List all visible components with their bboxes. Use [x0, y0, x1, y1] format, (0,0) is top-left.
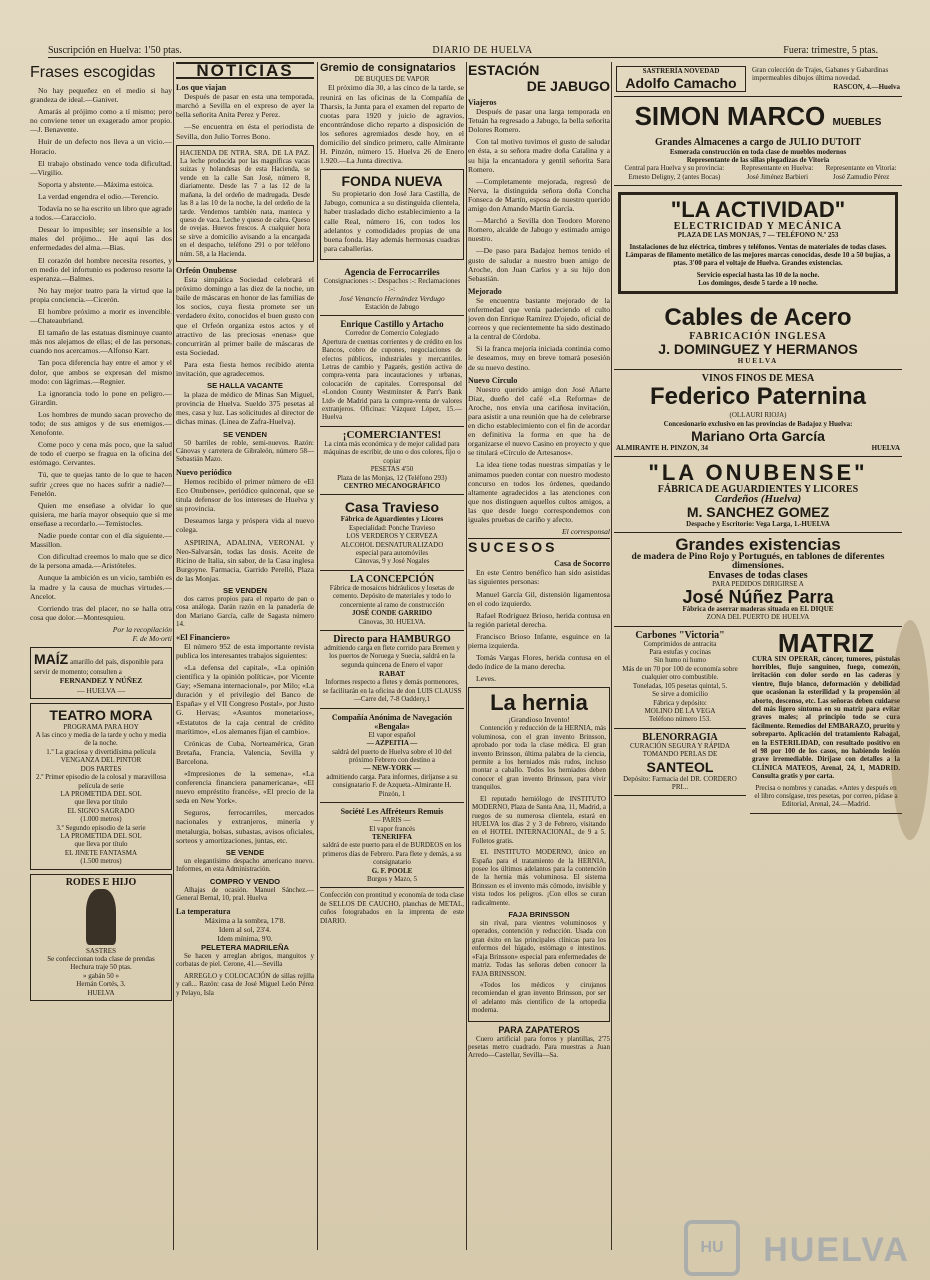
- agencia-name: José Venancio Hernández Verdugo: [339, 293, 445, 303]
- temp-heading: La temperatura: [176, 906, 231, 916]
- sastreria-box: [616, 66, 746, 92]
- frases-title: Frases escogidas: [30, 64, 156, 81]
- viajan-heading: Los que viajan: [176, 83, 227, 93]
- cables-heading: Cables de Acero: [664, 303, 852, 331]
- victoria-line: Se sirve a domicilio: [652, 690, 708, 699]
- sastres-line: HUELVA: [87, 988, 115, 997]
- blenorragia-ad: [614, 729, 746, 797]
- fonda-text: Su propietario don José Jara Castilla, de Jabugo, comunica a su distinguida clientela, haber trasladado dicho establecimiento a la calle Real, número 16, con todos los adelantos y comodidades propias de una buena fonda. Hay además hermosas cuadras para caballerías.: [324, 189, 460, 253]
- castillo-sub: Corredor de Comercio Colegiado: [345, 329, 439, 338]
- teatro-line: LA PROMETIDA DEL SOL: [60, 831, 142, 840]
- paragraph: Crónicas de Cuba, Norteamérica, Gran Bretaña, Francia, Valencia, Sevilla y Barcelona.: [176, 738, 314, 766]
- travieso-ad: [320, 495, 464, 570]
- quote: El trabajo obstinado vence toda dificultad.—Virgilio.: [30, 158, 172, 177]
- hernia-heading: La hernia: [490, 690, 588, 716]
- cables-sub: FABRICACIÓN INGLESA: [689, 330, 827, 342]
- orfeon-heading: Orfeón Onubense: [176, 265, 237, 275]
- paternina-conc: Concesionario exclusivo en las provincias de Badajoz y Huelva:: [663, 419, 853, 428]
- onubense-heading: "LA ONUBENSE": [648, 460, 868, 486]
- paper-stain: [890, 620, 930, 840]
- blenorragia-sub2: TOMANDO PERLAS DE: [642, 750, 718, 759]
- faja-heading: FAJA BRINSSON: [508, 909, 570, 919]
- remuis-sub: El vapor francés: [369, 824, 415, 833]
- maiz-city: — HUELVA —: [76, 685, 126, 695]
- onubense-ad: [614, 457, 902, 533]
- simon-name: SIMON MARCO: [634, 101, 826, 132]
- bengala-text2: admitiendo carga. Para informes, diríjanse a su consignatario F. de Azqueta.-Almirante H. Pinzón, 1: [326, 772, 458, 798]
- vende3-text: un elegantísimo despacho americano nuevo. Informes, en esta Administración.: [176, 856, 314, 874]
- victoria-line: Toneladas, 105 pesetas quintal, 5.: [632, 681, 728, 690]
- victoria-heading: Carbones "Victoria": [635, 629, 725, 641]
- paragraph: —De paso para Badajoz hemos tenido el gusto de saludar a nuestro buen amigo de Aroche, don Juan Carlos y a su hijo don Sebastián.: [468, 246, 610, 283]
- existencias-ad: [614, 533, 902, 627]
- compro-heading: COMPRO Y VENDO: [209, 876, 281, 886]
- paragraph: Contención y reducción de la HERNIA, más voluminosa, con el gran invento Brinsson, aprobado por toda la clase médica. El gran invento Brinsson, última palabra de la ciencia, permite a los herniados más rudos, incluso montar a caballo. Todos los herniados deben conocer el gran invento Brinsson, para vivir tranquilos.: [472, 724, 606, 792]
- onubense-loc: Cardeños (Huelva): [714, 492, 802, 505]
- paragraph: Se encuentra bastante mejorado de la enfermedad que venía padeciendo el culto joven don Enrique Ramírez D'ojedo, oficial de correos y que recientemente ha sido destinado a la central de Córdoba.: [468, 295, 610, 342]
- paragraph: El reputado herniólogo de INSTITUTO MODERNO, Plaza de Santa Ana, 11, Madrid, a ruegos de su numerosa clientela, estará en HUELVA los días 2 y 3 de Febrero, visitando en el HOTEL INTERNACIONAL, de 9 a 5. Folletos gratis.: [472, 794, 606, 845]
- simon-rep: Representante de las sillas plegadizas de Vitoria: [686, 155, 830, 164]
- paragraph: Tomás Vargas Flores, herida contusa en el dedo índice de la mano derecha.: [468, 653, 610, 672]
- corresponsal: El corresponsal: [561, 527, 610, 537]
- temp-line: Idem al sol, 23'4.: [218, 924, 272, 934]
- gremio-text: El próximo día 30, a las cinco de la tarde, se reunirá en las oficinas de la Compañía de Tharsis, la Junta para el examen del reparto de cuotas para 1920 y juicio de agravios, encontrándose dicho reparto a disposición de los señores agremiados desde hoy, en el domicilio del síndico primero, calle Almirante H. Pinzón, número 15. Huelva 26 de Enero 1.920.—La Junta directiva.: [320, 83, 464, 166]
- victoria-line: Fábrica y depósito:: [653, 698, 707, 707]
- remuis-addr: Burgos y Mazo, 5: [366, 874, 418, 883]
- viajan-text: [176, 92, 314, 140]
- travieso-sub: Fábrica de Aguardientes y Licores: [340, 515, 444, 524]
- parra-sub: Fábrica de aserrar maderas situada en EL DIQUE: [682, 604, 834, 613]
- sastres-ad: [30, 874, 172, 1002]
- venden1-text: 50 barriles de roble, semi-nuevos. Razón: Cánovas y carretera de Gibraleón, número 58—Sebastián Mazo.: [176, 438, 314, 464]
- simon-address: Central para Huelva y su provincia: Ernesto Deligny, 2 (antes Bocas): [624, 164, 725, 181]
- vacante-text: la plaza de médico de Minas San Miguel, provincia de Huelva. Sueldo 375 pesetas al mes, casa y luz. Las solicitudes al director de dichas minas. (Linea de Zafra-Huelva).: [176, 390, 314, 427]
- quote: No hay pequeñez en el medio si hay grandeza de ideal.—Ganivet.: [30, 86, 172, 105]
- agencia-heading: Agencia de Ferrocarriles: [344, 266, 440, 277]
- orfeon-text: [176, 275, 314, 378]
- parra-zone: ZONA DEL PUERTO DE HUELVA: [706, 613, 810, 622]
- column-rule: [611, 62, 612, 1250]
- cables-ad: [614, 300, 902, 371]
- travieso-line: Cánovas, 9 y José Nogales: [354, 557, 430, 566]
- existencias-text: de madera de Pino Rojo y Portugués, en tablones de diferentes dimensiones.: [631, 552, 885, 572]
- gremio-sub: DE BUQUES DE VAPOR: [354, 75, 430, 83]
- teatro-title: TEATRO MORA: [49, 706, 153, 723]
- maiz-firm: FERNANDEZ Y NÚÑEZ: [59, 676, 143, 686]
- masthead-subscription: Suscripción en Huelva: 1'50 ptas.: [48, 45, 182, 56]
- paragraph: —Se encuentra en ésta el periodista de Sevilla, don Julio Torres Bono.: [176, 122, 314, 141]
- teatro-line: EL SIGNO SAGRADO: [67, 806, 135, 815]
- peletera-heading: PELETERA MADRILEÑA: [201, 942, 289, 952]
- vinos-ad: [614, 370, 902, 457]
- remuis-text: saldrá de este puerto para el de BURDEOS en los primeros días de Febrero. Para flete y demás, a su consignatario: [322, 841, 462, 867]
- paragraph: Esta simpática Sociedad celebrará el próximo domingo a las diez de la noche, un baile de máscaras en honor de las familias de los socios, cuya fiesta promete ser un verdadero éxito, conocidos el buen gusto con que el Orfeón organiza estos actos y el atractivo de las preciosas «nenas» que concurrirán al primer baile de máscaras de esta Sociedad.: [176, 275, 314, 357]
- matriz-heading: MATRIZ: [777, 627, 875, 658]
- vende3-heading: SE VENDE: [225, 847, 265, 857]
- teatro-line: EL JINETE FANTASMA: [64, 848, 138, 857]
- remuis-name: G. F. POOLE: [371, 866, 413, 875]
- sastreria-heading: SASTRERÍA NOVEDAD: [642, 67, 720, 75]
- teatro-line: que lleva por título: [74, 840, 128, 849]
- paragraph: —Completamente mejorada, regresó de Nerva, la distinguida señora doña Concha Fonseca de Martín, esposa de nuestro querido amigo don Amando Martín García.: [468, 176, 610, 214]
- quotes-list: [30, 86, 172, 622]
- concepcion-name: JOSÉ CONDE GARRIDO: [351, 609, 433, 618]
- teatro-lines: [34, 731, 168, 866]
- onubense-sub: FÁBRICA DE AGUARDIENTES Y LICORES: [657, 484, 859, 496]
- actividad-note2: Los domingos, desde 5 tarde a 10 noche.: [698, 279, 818, 288]
- hernia-ad: [468, 687, 610, 1021]
- paragraph: sin rival, para vientres voluminosos y operados, contención y reducción. Usada con gran éxito en las principales clínicas para los enfermos del hígado, estómago e intestinos. «Faja Brinsson» especial para enfermedades de matriz. Todas las señoras deben conocer la FAJA BRINSSON.: [472, 919, 606, 978]
- arreglo-text: ARREGLO y COLOCACIÓN de sillas rejilla y cañ... Razón: casa de José Miguel León Pérez y Pelayo, Isla: [176, 971, 314, 997]
- castillo-text: Apertura de cuentas corrientes y de crédito en los Bancos, cobro de cupones, negociaciones de efectos públicos, industriales y mercantiles. Letras de cambio y Pagarés, gestión activa de compra-venta para incautaciones y urbanas, colocación de capitales. Corresponsal del «London County Westminster & Parr's Bank Ltd» de Madrid para la compra-venta de valores extranjeros. Oficinas: Vázquez López, 15.—Huelva: [322, 337, 462, 422]
- peletera-text: Se hacen y arreglan abrigos, manguitos y corbatas de piel. Cerone, 41.—Sevilla: [176, 952, 314, 969]
- maiz-text: amarillo del país, disponible para servir de momento; consulten a: [34, 658, 164, 677]
- simon-tag: MUEBLES: [832, 117, 882, 129]
- rabat-text: Informes respecto a fletes y demás pormenores, se facilitarán en la oficina de don LUIS CLAUSS—Carre del, 7-8 Oaddery,1: [322, 678, 462, 704]
- paternina-addr: ALMIRANTE H. PINZON, 34: [616, 444, 708, 453]
- teatro-line: 1.º La graciosa y divertidísima película VENGANZA DEL PINTOR: [46, 747, 156, 765]
- quote: No hay mejor teatro para la virtud que la propia conciencia.—Cicerón.: [30, 285, 172, 304]
- vacante-heading: SE HALLA VACANTE: [207, 381, 283, 391]
- column-rule: [173, 62, 174, 1250]
- concepcion-text: Fábrica de mosaicos hidráulicos y losetas de cemento. Depósito de materiales y todo lo concerniente al ramo de construcción: [329, 583, 455, 609]
- sastres-sub: SASTRES: [86, 946, 116, 955]
- compro-text: Alhajas de ocasión. Manuel Sánchez.—General Bernal, 10, pral. Huelva: [176, 885, 314, 903]
- viajeros-text: [468, 107, 610, 283]
- sastreria-addr: RASCON, 4.—Huelva: [833, 82, 900, 91]
- sastres-line: » gabán 50 »: [83, 971, 119, 980]
- sastreria-ad: [614, 62, 902, 97]
- financiero-text: [176, 642, 314, 845]
- vinos-heading: VINOS FINOS DE MESA: [701, 373, 815, 385]
- nuevo-text: [176, 477, 314, 535]
- bottom-left-ads: [614, 627, 746, 814]
- travieso-line: Especialidad: Ponche Travieso: [349, 523, 435, 532]
- tailor-figure-illustration: [86, 889, 116, 945]
- paragraph: Seguros, ferrocarriles, mercados nacionales y extranjeros, minería y metalurgia, bolsas, subastas, avisos oficiales, sorteos y amortizaciones, juntas, etc.: [176, 808, 314, 845]
- agencia-loc: Estación de Jabugo: [364, 302, 420, 311]
- zapateros-text: Cuero artificial para forros y plantillas, 2'75 pesetas metro cuadrado. Para muestras a Juan Arredo—Castellar, Sevilla—Sa.: [468, 1034, 610, 1060]
- masthead-price: Fuera: trimestre, 5 ptas.: [783, 45, 878, 56]
- quote: Huir de un defecto nos lleva a un vicio.—Horacio.: [30, 137, 172, 156]
- leves: Leves.: [476, 674, 497, 684]
- venden2-text: dos carros propios para el reparto de pan o cosa análoga. Darán razón en la panadería de don Mariano García, calle de Sagasta número 14.: [176, 595, 314, 629]
- quote: La verdad engendra el odio.—Terencio.: [38, 191, 159, 201]
- quote: Corriendo tras del placer, no se halla otra cosa que dolor.—Montesquieu.: [30, 603, 172, 622]
- compiler-label: Por la recopilación: [112, 624, 172, 634]
- simon-heading: [616, 101, 900, 138]
- quote: La ignorancia todo lo pone en peligro.—Girardin.: [30, 388, 172, 407]
- travieso-lines: [322, 524, 462, 566]
- simon-address: Representante en Vitoria: José Zamudio Pérez: [825, 164, 897, 181]
- sastreria-text: Gran colección de Trajes, Gabanes y Gabardinas impermeables dibujos última novedad.: [752, 66, 889, 83]
- bengala-ship: — AZPEITIA —: [366, 739, 418, 748]
- circulo-text: [468, 385, 610, 524]
- quote: Quien me enseñase a olvidar lo que quisiera, me haría mayor obsequio que si me enseñase a recordarlo.—Temístocles.: [30, 500, 172, 528]
- bengala-sub: El vapor español: [368, 730, 416, 739]
- paragraph: Con tal motivo tuvimos el gusto de saludar en ésta, a su señora madre doña Catalina y a su hija la encantadora y gentil señorita Sara Romero.: [468, 137, 610, 174]
- paragraph: Hemos recibido el primer número de «El Eco Onubense», periódico quincenal, que se titula defensor de los intereses de Huelva y su provincia.: [176, 476, 314, 514]
- quote: Los hombres de mundo sacan provecho de todo; de sus amigos y de sus enemigos.—Xenofonte.: [30, 409, 172, 438]
- victoria-line: Comprimidos de antracita: [643, 639, 717, 648]
- quote: Soporta y abstente.—Máxima estoica.: [38, 179, 154, 189]
- hamburgo-ad: [320, 631, 464, 709]
- quote: El corazón del hombre necesita resortes, y en medio del infortunio es poderoso resorte la esperanza.—Balmes.: [30, 255, 172, 283]
- victoria-ad: [614, 627, 746, 729]
- quote: Come poco y cena más poco, que la salud de todo el cuerpo se fragua en la oficina del estómago. Cervantes.: [30, 440, 172, 468]
- simon-sub: Grandes Almacenes a cargo de JULIO DUTOIT: [655, 137, 861, 149]
- agencia-sub: Consignaciones :-: Despachos :-: Reclamaciones :-:: [323, 277, 461, 294]
- concepcion-heading: LA CONCEPCIÓN: [349, 573, 435, 585]
- matriz-ad: [750, 627, 902, 814]
- simon-addresses: [616, 164, 900, 181]
- fonda-heading: FONDA NUEVA: [341, 173, 443, 190]
- viajeros-heading: Viajeros: [468, 98, 497, 107]
- bottom-ads-row: [614, 627, 902, 814]
- rabat-heading: RABAT: [378, 669, 406, 679]
- column-rule: [317, 62, 318, 1250]
- teatro-line: LA PROMETIDA DEL SOL: [60, 789, 142, 798]
- teatro-line: 3.º Segundo episodio de la serie: [56, 823, 146, 832]
- column-2: [176, 62, 314, 1250]
- bengala-dest: — NEW-YORK —: [363, 764, 421, 773]
- santeol: SANTEOL: [646, 758, 714, 775]
- paragraph: Después de pasar una larga temporada en Tetuán ha regresado a Jabugo, la bella señorita Dolores Romero.: [468, 107, 610, 135]
- compiler-name: F. de Mo·orti: [132, 633, 172, 643]
- quote: Tan poca diferencia hay entre el amor y el dolor, que ambos se expresan del mismo modo: con lágrimas.—Regnier.: [30, 358, 172, 386]
- teatro-program: PROGRAMA PARA HOY: [63, 722, 139, 731]
- cables-firm: J. DOMINGUEZ Y HERMANOS: [658, 340, 858, 357]
- column-5: [614, 62, 902, 1250]
- mejorado-text: [468, 296, 610, 372]
- sastres-line: Hechura traje 50 ptas.: [70, 963, 132, 972]
- gremio-heading: Gremio de consignatarios: [320, 62, 456, 74]
- column-rule: [466, 62, 467, 1250]
- estacion-heading-2: DE JABUGO: [526, 78, 610, 94]
- travieso-line: ALCOHOL DESNATURALIZADO: [340, 540, 444, 549]
- paragraph: Manuel García Gil, distensión ligamentosa en el codo izquierdo.: [468, 589, 610, 608]
- simon-ad: [614, 97, 902, 186]
- teatro-line: 2.º Primer episodio de la colosal y maravillosa película de serie: [35, 773, 167, 790]
- quote: Amarás al prójimo como a tí mismo; pero no conviene tener un exagerado amor propio.—J. Benavente.: [30, 107, 172, 135]
- fonda-ad: [320, 169, 464, 260]
- quote: El tamaño de las estatuas disminuye cuanto más nos alejamos de ellas; el de las personas, cuando nos acercamos.—Alfonso Karr.: [30, 328, 172, 356]
- onubense-addr: Despacho y Escritorio: Vega Larga, 1.-HUELVA: [686, 519, 830, 528]
- temp-list: [176, 916, 314, 943]
- sastreria-info: [752, 66, 900, 92]
- actividad-ad: [618, 192, 898, 294]
- teatro-line: DOS PARTES: [80, 764, 122, 773]
- mejorado-heading: Mejorado: [468, 286, 502, 296]
- paragraph: Para esta fiesta hemos recibido atenta invitación, que agradecemos.: [176, 359, 314, 378]
- temp-line: Máxima a la sombra, 17'8.: [204, 915, 286, 925]
- column-1: [30, 62, 172, 1250]
- victoria-line: Para estufas y cocinas: [649, 648, 711, 657]
- sastres-lines: [34, 955, 168, 997]
- confeccion-ad: Confección con prontitud y economía de toda clase de SELLOS DE CAUCHO, planchas de METAL, cuños fotograbados en la imprenta de este DIARIO.: [320, 891, 464, 925]
- masthead-title: DIARIO DE HUELVA: [432, 45, 533, 56]
- teatro-line: que lleva por título: [74, 798, 128, 807]
- paragraph: «Todos los médicos y cirujanos recomiendan el gran invento Brinsson, por ser el adelanto más científico de la ortopedia moderna.: [472, 980, 606, 1015]
- paragraph: «La defensa del capital», «La opinión científica y la opinión política», por Vicente Gay; «Semana internacional», por Milo; «La duración y el privilegio del Banco de España» y el VII Congreso Postal», por Justo G. Hervas; «Asuntos monetarios», «Estatutos de la caja central de crédito marítimo», «Los alemanes fijan el cambio».: [176, 662, 314, 736]
- quote: Tú, que te quejas tanto de lo que te hacen sufrir ¿crees que no haces sufrir a nadie?—Fenelón.: [30, 470, 172, 498]
- paragraph: La idea tiene todas nuestras simpatías y le animamos pueden contar con nuestro modesto concurso en todos los órdenes, quedando altamente agradecidos a las atenciones con que nos distinguen aquellos cultos amigos, a las que desde luego correspondemos con iguales pruebas de cariño y afecto.: [468, 460, 610, 525]
- actividad-heading: "LA ACTIVIDAD": [670, 197, 846, 223]
- envases: Envases de todas clases: [708, 570, 808, 582]
- travieso-line: LOS VERDEROS Y CERVEZA: [346, 532, 438, 541]
- actividad-text: Instalaciones de luz eléctrica, timbres y teléfonos. Ventas de materiales de todas clases. Lámparas de filamento metálico de las mejores marcas conocidas, desde 10 a 50 bujías, a ptas. 3'00 para el voltaje de Huelva. Grandes existencias.: [625, 242, 891, 268]
- hamburgo-text: admitiendo carga en flete corrido para Bremen y los puertos de Noruega y Suecia, saldrá en la segunda quincena de Enero el vapor: [324, 644, 460, 669]
- archive-watermark: HUELVA: [763, 1231, 910, 1269]
- comerciantes-ad: [320, 427, 464, 496]
- quote: Todavía no se ha escrito un libro que agrade a todos.—Caracciolo.: [30, 204, 172, 223]
- teatro-ad: [30, 703, 172, 870]
- paragraph: En este Centro benéfico han sido asistidas las siguientes personas:: [468, 568, 610, 587]
- quote: Con dificultad creemos lo malo que se dice de la persona amada.—Aristóteles.: [30, 552, 172, 571]
- blenorragia-heading: BLENORRAGIA: [642, 731, 718, 743]
- hernia-sub: ¡Grandioso Invento!: [508, 715, 570, 725]
- paragraph: «Impresiones de la semena», «La conferencia financiera panamericana», «El nuevo empréstito francés», «El precio de la seda en New York».: [176, 769, 314, 806]
- paragraph: Rafael Rodríguez Brioso, herida contusa en la región parietal derecha.: [468, 610, 610, 629]
- bengala-text: saldrá del puerto de Huelva sobre el 10 del próximo Febrero con destino a: [332, 747, 452, 764]
- paragraph: Francisco Brioso Infante, esguince en la pierna izquierda.: [468, 631, 610, 650]
- financiero-heading: «El Financiero»: [176, 632, 231, 642]
- circulo-heading: Nuevo Círculo: [468, 375, 518, 385]
- hamburgo-heading: Directo para HAMBURGO: [333, 633, 451, 645]
- agencia-ad: [320, 264, 464, 316]
- paragraph: Deseamos larga y próspera vida al nuevo colega.: [176, 516, 314, 535]
- remuis-city: — PARIS —: [373, 816, 411, 825]
- venden2-heading: SE VENDEN: [223, 585, 267, 595]
- sucesos-heading: SUCESOS: [468, 538, 610, 555]
- victoria-line: Teléfono número 153.: [649, 715, 711, 724]
- existencias-heading: Grandes existencias: [675, 535, 841, 555]
- hernia-text: [472, 724, 606, 907]
- victoria-line: Más de un 70 por 100 de economía sobre cualquier otro combustible.: [622, 664, 738, 682]
- actividad-addr: PLAZA DE LAS MONJAS, 7 — TELÉFONO N.º 253: [677, 231, 839, 240]
- paternina-city: HUELVA: [871, 444, 900, 453]
- victoria-lines: [616, 640, 744, 724]
- temp-line: Idem mínima, 9'0.: [217, 933, 273, 943]
- paternina-sub: (OLLAURI RIOJA): [729, 411, 787, 420]
- estacion-heading-1: ESTACIÓN: [468, 62, 540, 78]
- travieso-line: especial para automóviles: [355, 549, 429, 558]
- blenorragia-sub: CURACIÓN SEGURA Y RÁPIDA: [629, 741, 731, 750]
- comerciantes-addr: Plaza de las Monjas, 12 (Teléfono 293): [337, 473, 447, 482]
- comerciantes-text: La cinta más económica y de mejor calidad para máquinas de escribir, de uno o dos colores, fijo o copiar: [323, 439, 461, 465]
- sastreria-name: Adolfo Camacho: [625, 75, 737, 92]
- quote: Desear lo imposible; ser insensible a los males del prójimo... He aquí las dos enfermedades del alma.—Bias.: [30, 225, 172, 253]
- maiz-title: MAÍZ: [34, 651, 69, 668]
- parra-heading: José Núñez Parra: [682, 586, 834, 607]
- actividad-note1: Servicio especial hasta las 10 de la noche.: [696, 270, 820, 279]
- nuevo-heading: Nuevo periódico: [176, 467, 232, 477]
- socorro-text: [468, 568, 610, 671]
- travieso-heading: Casa Travieso: [344, 499, 440, 516]
- castillo-ad: [320, 316, 464, 427]
- comerciantes-heading: ¡COMERCIANTES!: [342, 428, 442, 441]
- santeol-dep: Depósito: Farmacia del DR. CORDERO PRI...: [623, 774, 737, 792]
- quote: Aunque la ambición es un vicio, también es la madre y la causa de muchas virtudes.—Ancelot.: [30, 573, 172, 601]
- column-3: [320, 62, 464, 1250]
- masthead: [48, 44, 878, 58]
- remuis-heading: Société Les Affréteurs Remuis: [340, 807, 444, 817]
- venden1-heading: SE VENDEN: [223, 429, 267, 439]
- matriz-text: CURA SIN OPERAR, cáncer, tumores, pústulas horribles, flujo sanguíneo, fuego, comezón, irritación con dolor sordo en las caderas y vientre, flujo blanco, deformación y debilidad que ocasionan la esterilidad y la propensión al aborto, descenso, etc. Las señoras deben cuidarse del más ligero síntoma en su matriz para evitar graves males; al principio todo se cura fácilmente. Remedios del EMBARAZO, prurito y sobreparto. Aplicación del tratamiento Rabagal, en la ESTERILIDAD, con resultado positivo en el 98 por 100 de los casos, no habiendo lesión grave irremediable. Diríjase con detalles a la CLÍNICA MATEOS, Arenal, 24, 1, MADRID. Consulta gratis y por carta.: [752, 654, 900, 781]
- teatro-line: (1.000 metros): [80, 815, 122, 824]
- quote: Nadie puede contar con el día siguiente.—Massillon.: [30, 531, 172, 550]
- concepcion-ad: [320, 571, 464, 631]
- onubense-name: M. SANCHEZ GOMEZ: [686, 503, 830, 520]
- victoria-line: Sin humo ni humo: [654, 656, 706, 665]
- cables-city: HUELVA: [737, 356, 779, 365]
- maiz-ad: [30, 647, 172, 699]
- hacienda-ad: HACIENDA DE NTRA. SRA. DE LA PAZ. La leche producida por las magníficas vacas suizas y holandesas de esta Hacienda, se vende en la calle San José, número 8, diariamente. Desde las 7 a las 12 de la mañana, la del ordeño de madrugada. Desde las 8 a las 10 de la noche, la del ordeño de la tarde. Vendemos también nata, manteca y queso de vaca. Leche y queso de cabra. Queso de ovejas. Huevos frescos. A cualquier hora se sirve a domicilio avisando a la encargada en el despacho, teléfono 291 o por teléfono núm. 58, a la Hacienda.: [176, 145, 314, 262]
- sastres-line: Se confeccionan toda clase de prendas: [47, 955, 155, 964]
- remuis-ship: TENERIFFA: [372, 832, 412, 841]
- remuis-ad: [320, 803, 464, 888]
- castillo-heading: Enrique Castillo y Artacho: [340, 319, 444, 330]
- sastres-title: RODES E HIJO: [65, 876, 137, 888]
- teatro-line: A las cinco y media de la tarde y ocho y media de la noche.: [35, 731, 167, 748]
- simon-address: Representante en Huelva: José Jiménez Barbieri: [741, 164, 814, 181]
- quote: El hombre próximo a morir es invencible.—Chateaubriand.: [30, 306, 172, 326]
- faja-text: [472, 919, 606, 1014]
- victoria-line: MOLINO DE LA VEGA: [644, 706, 716, 715]
- paragraph: Después de pasar en esta una temporada, marchó a Sevilla en el expreso de ayer la bella señorita Anita Perez y Perez.: [176, 92, 314, 120]
- paragraph: Nuestro querido amigo don José Añarte Díaz, dueño del café «La Reforma» de Aroche, nos envía una cariñosa invitación, para asistir a una reunión que ha de celebrarse en dicho establecimiento con el fin de acordar en definitiva la forma en que ha de organizarse el nuevo Casino en proyecto y que se titulará «Círculo de Artesanos».: [468, 384, 610, 458]
- simon-note: Esmerada construcción en toda clase de muebles modernos: [669, 147, 847, 156]
- column-4: [468, 62, 610, 1250]
- paragraph: —Marchó a Sevilla don Teodoro Moreno Romero, alcalde de Jabugo y estimado amigo nuestro.: [468, 216, 610, 244]
- bengala-ad: [320, 709, 464, 803]
- paternina-name: Mariano Orta García: [691, 428, 825, 445]
- pedidos: PARA PEDIDOS DIRIGIRSE A: [712, 580, 804, 589]
- paternina-heading: Federico Paternina: [649, 383, 867, 411]
- comerciantes-price: PESETAS 4'50: [370, 465, 414, 474]
- teatro-line: (1.500 metros): [80, 857, 122, 866]
- paragraph: El número 952 de esta importante revista publica los interesantes trabajos siguientes:: [176, 641, 314, 660]
- zapateros-heading: PARA ZAPATEROS: [498, 1024, 580, 1035]
- noticias-title: NOTICIAS: [176, 62, 314, 79]
- paternina-addr-row: [616, 444, 900, 452]
- actividad-sub: ELECTRICIDAD Y MECÁNICA: [673, 221, 843, 233]
- socorro-heading: Casa de Socorro: [554, 559, 610, 569]
- matriz-note: Precisa o nombres y canadas. «Antes y después en el libro consígase, tres pesetas, por correo, pídase a Editorial, Arenal, 24.—Madrid.: [754, 783, 898, 809]
- comerciantes-name: CENTRO MECANOGRÁFICO: [343, 482, 441, 490]
- sastres-line: Hernán Cortés, 3.: [76, 980, 126, 989]
- concepcion-addr: Cánovas, 30. HUELVA.: [358, 617, 426, 626]
- paragraph: Si la franca mejoría iniciada continúa como le deseamos, muy en breve tomará posesión de su nuevo destino.: [468, 344, 610, 372]
- paragraph: EL INSTITUTO MODERNO, único en España para el tratamiento de la HERNIA, posee los últimos adelantos para la contención de la hernia más voluminosa. El sistema Brinsson es el invento más cómodo, invisible y vista todos los peligros. ¡Con ellos se curan radicalmente.: [472, 848, 606, 907]
- aspirina-ad: ASPIRINA, ADALINA, VERONAL y Neo-Salvarsán, todas las dosis. Aceite de Ricino de Italia, sin sabor, de la Casa inglesa Burgoyne. Farmacia, Garrido Perelló, Plaza de las Monjas.: [176, 537, 314, 583]
- bengala-heading: Compañía Anónima de Navegación «Bengala»: [331, 712, 453, 731]
- watermark-seal-icon: HU: [684, 1220, 740, 1276]
